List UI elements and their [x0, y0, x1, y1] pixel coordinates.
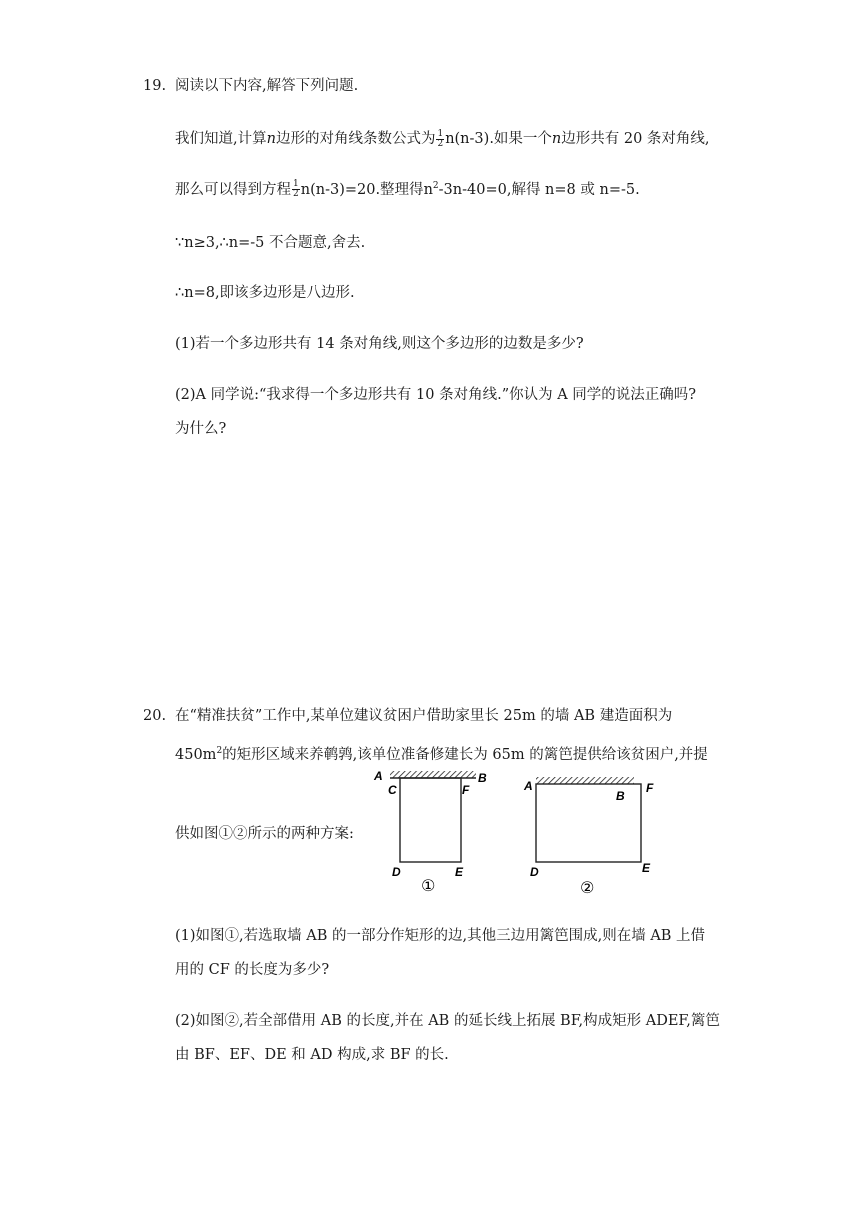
q19-paragraph-1: 我们知道,计算n边形的对角线条数公式为 $\frac{1}{2}$ n(n-3).如果一个n边形共有 20 条对角线, — [175, 128, 710, 149]
q19-number: 19. — [143, 78, 167, 94]
q20-line-1: 在“精准扶贫”工作中,某单位建议贫困户借助家里长 25m 的墙 AB 建造面积为 — [175, 708, 673, 724]
label-d: D — [530, 865, 539, 879]
fraction-one-half: $\frac{1}{2}$ — [437, 128, 444, 149]
q20-line-2: $450m^2$的矩形区域来养鹌鹑,该单位准备修建长为 65m 的篱笆提供给该贫困户,并提 — [175, 746, 708, 763]
label-a: A — [374, 769, 383, 783]
q20-number: 20. — [143, 708, 167, 724]
label-a: A — [524, 779, 533, 793]
wall-hatch — [390, 771, 476, 778]
q19-subquestion-2-line1: (2)A 同学说:“我求得一个多边形共有 10 条对角线.”你认为 A 同学的说法正确吗? — [175, 387, 697, 403]
label-e: E — [455, 865, 464, 879]
figure-1-diagram — [370, 766, 495, 896]
fraction-one-half: $\frac{1}{2}$ — [293, 179, 299, 200]
q19-paragraph-4: ∴n=8,即该多边形是八边形. — [175, 285, 355, 301]
q19-paragraph-2: 那么可以得到方程 $\frac{1}{2}$ n(n-3)=20.整理得$n^2-3n-40=0$,解得 n=8 或 n=-5. — [175, 179, 640, 200]
rectangle-cdef — [400, 778, 461, 862]
q20-subquestion-2-line1: (2)如图②,若全部借用 AB 的长度,并在 AB 的延长线上拓展 BF,构成矩形 ADEF,篱笆 — [175, 1013, 720, 1029]
figure-1-caption: ① — [421, 876, 436, 895]
label-d: D — [392, 865, 401, 879]
q19-subquestion-2-line2: 为什么? — [175, 421, 227, 437]
q20-line-3: 供如图①②所示的两种方案: — [175, 826, 354, 842]
q19-title: 阅读以下内容,解答下列问题. — [175, 78, 359, 94]
label-b: B — [616, 789, 625, 803]
label-f: F — [462, 783, 470, 797]
q19-paragraph-3: ∵n≥3,∴n=-5 不合题意,舍去. — [175, 235, 366, 251]
label-f: F — [646, 781, 654, 795]
label-e: E — [642, 861, 651, 875]
q20-subquestion-1-line1: (1)如图①,若选取墙 AB 的一部分作矩形的边,其他三边用篱笆围成,则在墙 AB 上借 — [175, 928, 706, 944]
q20-subquestion-2-line2: 由 BF、EF、DE 和 AD 构成,求 BF 的长. — [175, 1047, 449, 1063]
figure-2-caption: ② — [580, 878, 595, 897]
q20-subquestion-1-line2: 用的 CF 的长度为多少? — [175, 962, 330, 978]
rectangle-adef — [536, 784, 641, 862]
label-b: B — [478, 771, 487, 785]
q19-subquestion-1: (1)若一个多边形共有 14 条对角线,则这个多边形的边数是多少? — [175, 336, 584, 352]
figure-2-diagram — [518, 774, 668, 900]
wall-hatch — [536, 777, 634, 784]
label-c: C — [388, 783, 397, 797]
